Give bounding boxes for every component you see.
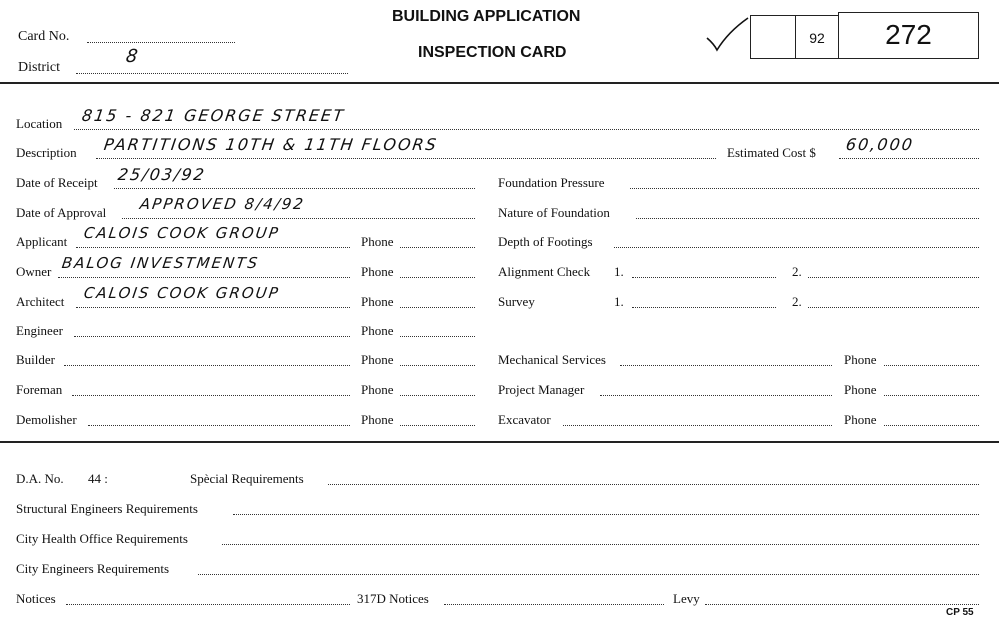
builder-line xyxy=(64,353,350,366)
estimated-cost-label: Estimated Cost $ xyxy=(727,145,816,160)
location-label: Location xyxy=(16,116,63,131)
builder-phone-label: Phone xyxy=(361,352,394,367)
da-no-label: D.A. No. xyxy=(16,471,64,486)
year-box xyxy=(795,15,839,59)
depth-footings-line xyxy=(614,235,979,248)
foreman-phone-line xyxy=(400,383,475,396)
project-manager-label: Project Manager xyxy=(498,382,585,397)
nature-foundation-line xyxy=(636,206,979,219)
nature-foundation-label: Nature of Foundation xyxy=(498,205,610,220)
title-line-2: INSPECTION CARD xyxy=(418,44,567,61)
mechanical-phone-label: Phone xyxy=(844,352,877,367)
demolisher-phone-label: Phone xyxy=(361,412,394,427)
card-no-label: Card No. xyxy=(18,29,70,44)
notices-line xyxy=(66,592,350,605)
checkbox-empty xyxy=(750,15,796,59)
description-label: Description xyxy=(16,145,77,160)
depth-footings-label: Depth of Footings xyxy=(498,234,593,249)
title-line-1: BUILDING APPLICATION xyxy=(392,8,581,25)
architect-phone-label: Phone xyxy=(361,294,394,309)
alignment-check-2-line xyxy=(808,265,979,278)
survey-1-line xyxy=(632,295,776,308)
excavator-phone-label: Phone xyxy=(844,412,877,427)
district-label: District xyxy=(18,60,60,75)
special-requirements-label: Spècial Requirements xyxy=(190,471,304,486)
applicant-value: CALOIS COOK GROUP xyxy=(82,224,281,242)
notices-317d-line xyxy=(444,592,664,605)
engineer-phone-line xyxy=(400,324,475,337)
date-approval-label: Date of Approval xyxy=(16,205,107,220)
foreman-line xyxy=(72,383,350,396)
city-engineers-line xyxy=(198,562,979,575)
applicant-phone-line xyxy=(400,235,475,248)
demolisher-line xyxy=(88,413,350,426)
year-value: 92 xyxy=(809,30,825,46)
builder-label: Builder xyxy=(16,352,55,367)
foundation-pressure-label: Foundation Pressure xyxy=(498,175,605,190)
description-value: PARTITIONS 10TH & 11TH FLOORS xyxy=(102,135,440,154)
special-requirements-line xyxy=(328,472,979,485)
survey-2-line xyxy=(808,295,979,308)
section-divider xyxy=(0,441,999,443)
demolisher-phone-line xyxy=(400,413,475,426)
project-manager-phone-line xyxy=(884,383,979,396)
alignment-check-label: Alignment Check xyxy=(498,264,591,279)
number-box xyxy=(838,12,979,59)
survey-label: Survey xyxy=(498,294,535,309)
card-no-line xyxy=(87,30,235,43)
engineer-line xyxy=(74,324,350,337)
architect-label: Architect xyxy=(16,294,65,309)
estimated-cost-value: 60,000 xyxy=(844,135,916,154)
district-value: 8 xyxy=(124,46,141,67)
date-receipt-label: Date of Receipt xyxy=(16,175,98,190)
engineer-phone-label: Phone xyxy=(361,323,394,338)
levy-line xyxy=(705,592,979,605)
survey-1-label: 1. xyxy=(614,294,624,309)
alignment-check-1-label: 1. xyxy=(614,264,624,279)
da-no-value: 44 : xyxy=(88,471,108,486)
applicant-label: Applicant xyxy=(16,234,68,249)
project-manager-phone-label: Phone xyxy=(844,382,877,397)
alignment-check-1-line xyxy=(632,265,776,278)
owner-phone-label: Phone xyxy=(361,264,394,279)
engineer-label: Engineer xyxy=(16,323,63,338)
district-line xyxy=(76,61,348,74)
checkmark-icon xyxy=(704,14,750,54)
city-engineers-label: City Engineers Requirements xyxy=(16,561,170,576)
foreman-label: Foreman xyxy=(16,382,63,397)
form-code: CP 55 xyxy=(946,607,974,618)
foreman-phone-label: Phone xyxy=(361,382,394,397)
mechanical-services-line xyxy=(620,353,832,366)
date-receipt-value: 25/03/92 xyxy=(116,165,208,184)
mechanical-services-label: Mechanical Services xyxy=(498,352,606,367)
applicant-phone-label: Phone xyxy=(361,234,394,249)
excavator-line xyxy=(563,413,832,426)
header-divider xyxy=(0,82,999,84)
owner-phone-line xyxy=(400,265,475,278)
city-health-label: City Health Office Requirements xyxy=(16,531,188,546)
notices-label: Notices xyxy=(16,591,56,606)
builder-phone-line xyxy=(400,353,475,366)
structural-requirements-line xyxy=(233,502,979,515)
location-value: 815 - 821 GEORGE STREET xyxy=(80,106,347,125)
owner-label: Owner xyxy=(16,264,52,279)
architect-value: CALOIS COOK GROUP xyxy=(82,284,281,302)
notices-317d-label: 317D Notices xyxy=(357,591,429,606)
mechanical-phone-line xyxy=(884,353,979,366)
demolisher-label: Demolisher xyxy=(16,412,77,427)
excavator-phone-line xyxy=(884,413,979,426)
structural-requirements-label: Structural Engineers Requirements xyxy=(16,501,198,516)
survey-2-label: 2. xyxy=(792,294,802,309)
city-health-line xyxy=(222,532,979,545)
foundation-pressure-line xyxy=(630,176,979,189)
alignment-check-2-label: 2. xyxy=(792,264,802,279)
card-number: 272 xyxy=(885,19,932,50)
architect-phone-line xyxy=(400,295,475,308)
owner-value: BALOG INVESTMENTS xyxy=(60,254,261,272)
project-manager-line xyxy=(600,383,832,396)
excavator-label: Excavator xyxy=(498,412,551,427)
date-approval-value: APPROVED 8/4/92 xyxy=(138,195,307,213)
levy-label: Levy xyxy=(673,591,700,606)
